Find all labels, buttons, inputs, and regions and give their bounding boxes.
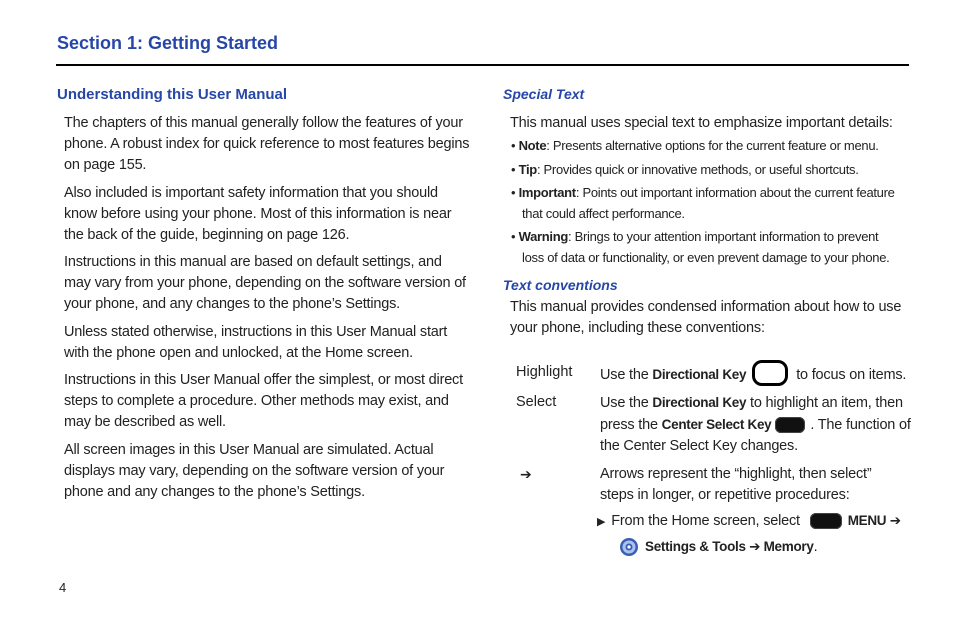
settings-path: Settings & Tools ➔ Memory (645, 539, 814, 554)
special-text-intro: This manual uses special text to emphasize important details: (510, 115, 893, 131)
paragraph-line: phone. A robust index for quick reference to most features begins (64, 136, 470, 152)
intro-line: your phone, including these conventions: (510, 320, 765, 336)
step-marker: ▶ (597, 516, 606, 528)
highlight-pre: Use the (600, 366, 653, 383)
bullet-note: • Note: Presents alternative options for the current feature or menu. (511, 138, 879, 153)
paragraph-line: All screen images in this User Manual are simulated. Actual (64, 442, 434, 458)
arrow-description (600, 464, 871, 506)
conventions-intro (510, 297, 901, 339)
paragraph-line: with the phone open and unlocked, at the Home screen. (64, 345, 413, 361)
paragraph-line: your phone, and any changes to the phone’s Settings. (64, 296, 400, 312)
arrow-line2: steps in longer, or repetitive procedures: (600, 487, 850, 503)
highlight-post: to focus on items. (796, 366, 907, 383)
page-number: 4 (59, 580, 67, 595)
select-line1-pre: Use the (600, 395, 653, 411)
arrow-line1: Arrows represent the “highlight, then select” (600, 466, 872, 482)
center-select-key-label: Center Select Key (661, 417, 772, 432)
paragraph-line: Also included is important safety information that you should (64, 185, 438, 201)
left-paragraph (64, 322, 447, 364)
bullet-continuation: that could affect performance. (522, 205, 685, 221)
left-paragraph (64, 370, 463, 433)
bullet-important: • Important: Points out important information about the current feature that could affect performance. (511, 185, 895, 221)
select-line2-post: . The function of (810, 417, 911, 433)
left-paragraph (64, 113, 469, 176)
bullet-tip: • Tip: Provides quick or innovative methods, or useful shortcuts. (511, 162, 859, 177)
paragraph-line: The chapters of this manual generally follow the features of your (64, 115, 463, 131)
text-conventions-heading: Text conventions (503, 277, 618, 293)
paragraph-line: Instructions in this manual are based on default settings, and (64, 254, 442, 270)
paragraph-line: steps to complete a procedure. Other methods may exist, and (64, 393, 449, 409)
left-heading: Understanding this User Manual (57, 86, 288, 103)
menu-key-icon (810, 513, 842, 529)
paragraph-line: may vary from your phone, depending on the software version of (64, 275, 466, 291)
bullet-warning: • Warning: Brings to your attention important information to prevent loss of data or functionality, or even prevent damage to your phone. (511, 229, 890, 265)
paragraph-line: on page 155. (64, 157, 147, 173)
example-end: . (813, 539, 818, 555)
section-title: Section 1: Getting Started (57, 33, 279, 53)
paragraph-line: know before using your phone. Most of this information is near (64, 206, 452, 222)
settings-tools-icon (619, 537, 639, 557)
example-step (597, 510, 901, 533)
left-paragraph (64, 252, 466, 315)
paragraph-line: the back of the guide, beginning on page 126. (64, 227, 350, 243)
bullet-text: : Points out important information about the current feature (575, 185, 895, 200)
center-select-key-icon (775, 417, 805, 433)
highlight-description (600, 362, 906, 388)
bullet-continuation: loss of data or functionality, or even prevent damage to your phone. (522, 249, 890, 265)
example-pre: From the Home screen, select (611, 513, 804, 529)
select-line3: the Center Select Key changes. (600, 438, 798, 454)
paragraph-line: displays may vary, depending on the software version of your (64, 463, 445, 479)
arrow-symbol: ➔ (520, 466, 532, 482)
paragraph-line: may be described as well. (64, 414, 226, 430)
bullet-term: Tip (518, 162, 537, 177)
bullet-term: Note (518, 138, 547, 153)
intro-line: This manual provides condensed information about how to use (510, 299, 902, 315)
directional-key-icon (752, 360, 788, 386)
paragraph-line: Instructions in this User Manual offer the simplest, or most direct (64, 372, 463, 388)
bullet-term: Important (518, 185, 576, 200)
select-line1-post: to highlight an item, then (746, 395, 903, 411)
directional-key-label: Directional Key (652, 366, 747, 382)
example-path (619, 536, 817, 558)
left-paragraph (64, 440, 444, 503)
special-text-heading: Special Text (503, 86, 585, 102)
paragraph-line: Unless stated otherwise, instructions in this User Manual start (64, 324, 448, 340)
bullet-text: : Provides quick or innovative methods, or useful shortcuts. (536, 162, 859, 177)
title-rule (56, 64, 909, 66)
highlight-label: Highlight (516, 364, 573, 380)
select-line2-pre: press the (600, 417, 662, 433)
select-description (600, 392, 911, 457)
left-paragraph (64, 183, 451, 246)
select-label: Select (516, 394, 557, 410)
bullet-term: Warning (518, 229, 568, 244)
menu-label: MENU ➔ (847, 513, 901, 528)
paragraph-line: phone and any changes to the phone’s Settings. (64, 484, 365, 500)
directional-key-label: Directional Key (652, 395, 747, 410)
bullet-text: : Brings to your attention important information to prevent (568, 229, 879, 244)
bullet-text: : Presents alternative options for the current feature or menu. (546, 138, 879, 153)
